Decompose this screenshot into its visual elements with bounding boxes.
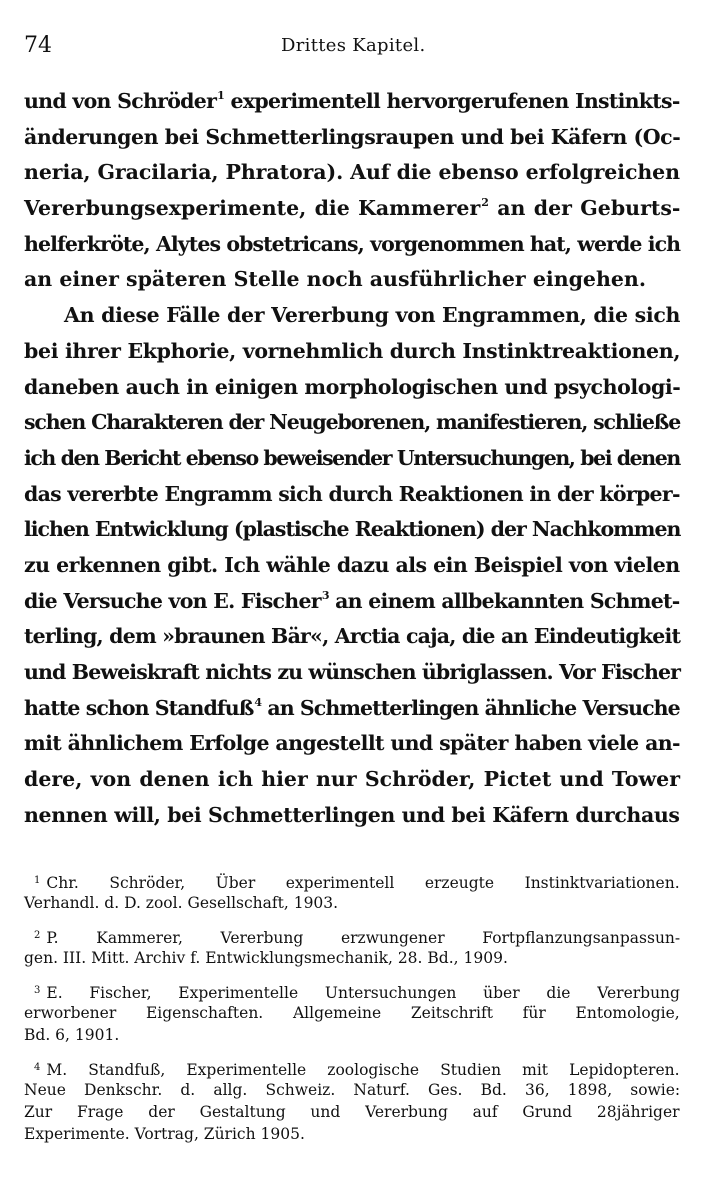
footnote-line: [24, 1024, 680, 1046]
footnote-text: Bd. 6, 1901.: [24, 1026, 120, 1044]
footnote-ref: 1: [217, 89, 225, 102]
text-line: [24, 227, 680, 263]
footnote-text: erworbener Eigenschaften. Allgemeine Zeitschrift für Entomologie,: [24, 1004, 680, 1022]
footnote-number: 2: [34, 930, 41, 941]
page-header: [24, 33, 683, 63]
footnote-line: [24, 925, 680, 947]
text-segment: ich den Bericht ebenso beweisender Untersuchungen, bei denen: [24, 445, 680, 470]
footnote-text: P. Kammerer, Vererbung erzwungener Fortpflanzungsanpassun-: [46, 929, 681, 947]
text-line: [24, 120, 680, 156]
text-line: [24, 370, 680, 406]
text-line: [24, 84, 680, 120]
footnote-line: [24, 1079, 680, 1101]
text-segment: änderungen bei Schmetterlingsraupen und bei Käfern (Oc-: [24, 124, 681, 149]
text-line: [24, 655, 680, 691]
footnote-number: 4: [34, 1062, 41, 1073]
text-segment: helferkröte, Alytes obstetricans, vorgenommen hat, werde ich: [24, 231, 681, 256]
text-segment: daneben auch in einigen morphologischen und psychologi-: [24, 374, 681, 399]
footnote-line: [24, 892, 680, 914]
footnote-text: M. Standfuß, Experimentelle zoologische Studien mit Lepidopteren.: [46, 1061, 680, 1079]
text-line: [24, 691, 680, 727]
text-segment: neria, Gracilaria, Phratora). Auf die ebenso erfolgreichen: [24, 160, 680, 185]
text-line: [24, 548, 680, 584]
text-segment: schen Charakteren der Neugeborenen, manifestieren, schließe: [24, 410, 681, 435]
text-segment: nennen will, bei Schmetterlingen und bei Käfern durchaus: [24, 802, 680, 827]
text-line: [24, 512, 680, 548]
text-line: [24, 798, 680, 834]
text-segment: An diese Fälle der Vererbung von Engrammen, die sich: [64, 303, 681, 328]
text-line: [24, 726, 680, 762]
body-text: [24, 84, 680, 833]
footnote-line: [24, 1057, 680, 1079]
text-line: [24, 298, 680, 334]
text-segment: an einer späteren Stelle noch ausführlicher eingehen.: [24, 267, 646, 292]
footnote-line: [24, 1101, 680, 1123]
footnote-text: Zur Frage der Gestaltung und Vererbung auf Grund 28jähriger: [24, 1103, 680, 1121]
text-segment: Vererbungsexperimente, die Kammerer: [24, 196, 481, 221]
footnote-line: [24, 980, 680, 1002]
footnote-text: E. Fischer, Experimentelle Untersuchungen über die Vererbung: [46, 984, 680, 1002]
text-segment: und von Schröder: [24, 89, 217, 113]
text-segment: das vererbte Engramm sich durch Reaktionen in der körper-: [24, 481, 680, 506]
footnote-text: Chr. Schröder, Über experimentell erzeugte Instinktvariationen.: [46, 874, 680, 892]
text-segment: bei ihrer Ekphorie, vornehmlich durch Instinktreaktionen,: [24, 338, 681, 363]
text-segment: terling, dem »braunen Bär«, Arctia caja, die an Eindeutigkeit: [24, 624, 681, 649]
text-segment: an einem allbekannten Schmet-: [328, 588, 680, 613]
text-line: [24, 191, 680, 227]
footnote-number: 3: [34, 985, 41, 996]
text-line: [24, 619, 680, 655]
footnote-line: [24, 870, 680, 892]
footnote-line: [24, 947, 680, 969]
footnote-text: Verhandl. d. D. zool. Gesellschaft, 1903.: [24, 894, 339, 912]
text-segment: hatte schon Standfuß: [24, 695, 254, 720]
text-segment: experimentell hervorgerufenen Instinkts-: [224, 89, 680, 113]
text-segment: dere, von denen ich hier nur Schröder, Pictet und Tower: [24, 767, 680, 792]
footnotes: [24, 870, 680, 1156]
footnote-ref: 3: [321, 588, 329, 602]
footnote-text: Experimente. Vortrag, Zürich 1905.: [24, 1125, 305, 1143]
footnote-ref: 2: [481, 196, 489, 210]
text-segment: und Beweiskraft nichts zu wünschen übriglassen. Vor Fischer: [24, 660, 681, 684]
text-line: [24, 262, 680, 298]
footnote-text: gen. III. Mitt. Archiv f. Entwicklungsmechanik, 28. Bd., 1909.: [24, 949, 508, 967]
text-segment: an der Geburts-: [488, 196, 681, 221]
text-segment: zu erkennen gibt. Ich wähle dazu als ein Beispiel von vielen: [24, 552, 680, 577]
text-line: [24, 762, 680, 798]
footnote: [24, 925, 680, 969]
text-line: [24, 477, 680, 513]
text-segment: an Schmetterlingen ähnliche Versuche: [261, 695, 680, 720]
text-line: [24, 405, 680, 441]
footnote-ref: 4: [254, 695, 262, 709]
footnote-line: [24, 1123, 680, 1145]
footnote: [24, 870, 680, 914]
footnote-text: Neue Denkschr. d. allg. Schweiz. Naturf. Ges. Bd. 36, 1898, sowie:: [24, 1081, 681, 1099]
text-segment: die Versuche von E. Fischer: [24, 588, 321, 613]
footnote: [24, 980, 680, 1046]
page-number: 74: [24, 33, 52, 58]
footnote: [24, 1057, 680, 1145]
text-line: [24, 334, 680, 370]
text-line: [24, 441, 680, 477]
footnote-number: 1: [34, 875, 41, 886]
footnote-line: [24, 1002, 680, 1024]
text-segment: mit ähnlichem Erfolge angestellt und später haben viele an-: [24, 731, 680, 756]
text-segment: lichen Entwicklung (plastische Reaktionen) der Nachkommen: [24, 517, 681, 542]
text-line: [24, 584, 680, 620]
running-head: Drittes Kapitel.: [281, 35, 426, 56]
text-line: [24, 155, 680, 191]
